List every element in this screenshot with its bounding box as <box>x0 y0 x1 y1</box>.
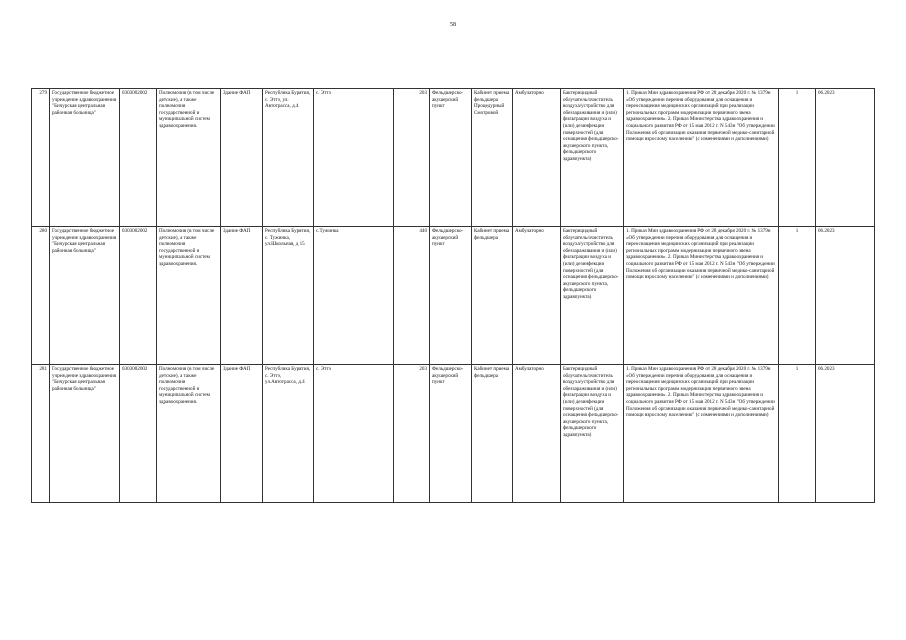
building-cell: Здание ФАП <box>221 227 263 365</box>
unit-type-cell: Фельдшерско-акушерский пункт <box>430 365 472 503</box>
room-cell: Кабинет приема фельдшера <box>472 365 513 503</box>
care-type-cell: Амбулаторно <box>513 89 561 227</box>
quantity-cell: 1 <box>779 365 816 503</box>
basis-cell: 1. Приказ Мин здравоохранения РФ от 28 декабря 2020 г. № 1379н «Об утверждении перечня оборудования для оснащения и переоснащения медицинских организаций при реализации региональных программ модернизации первичного звена здравоохранения». 2. Приказ Министерства здравоохранения и социального развития РФ от 15 мая 2012 г. N 543н "Об утверждении Положения об организации оказания первичной медико-санитарной помощи взрослому населению" (с изменениями и дополнениями) <box>624 365 779 503</box>
building-cell: Здание ФАП <box>221 365 263 503</box>
room-cell: Кабинет приема фельдшера <box>472 227 513 365</box>
equipment-cell: Бактерицидный облучатель/очиститель воздуха/устройство для обеззараживания и (или) фильтрации воздуха и (или) дезинфекции поверхностей (для оснащения фельдшерско-акушерского пункта, фельдшерского здравпункта) <box>561 227 624 365</box>
code-cell: 0303002002 <box>120 365 157 503</box>
equipment-cell: Бактерицидный облучатель/очиститель воздуха/устройство для обеззараживания и (или) фильтрации воздуха и (или) дезинфекции поверхностей (для оснащения фельдшерско-акушерского пункта, фельдшерского здравпункта) <box>561 365 624 503</box>
date-cell: 06.2023 <box>816 227 875 365</box>
basis-cell: 1. Приказ Мин здравоохранения РФ от 28 декабря 2020 г. № 1379н «Об утверждении перечня оборудования для оснащения и переоснащения медицинских организаций при реализации региональных программ модернизации первичного звена здравоохранения». 2. Приказ Министерства здравоохранения и социального развития РФ от 15 мая 2012 г. N 543н "Об утверждении Положения об организации оказания первичной медико-санитарной помощи взрослому населению" (с изменениями и дополнениями) <box>624 89 779 227</box>
institution-cell: Государственное бюджетное учреждение здравоохранения "Бичурская центральная районная больница" <box>50 227 120 365</box>
table-row <box>32 365 875 503</box>
quantity-cell: 1 <box>779 227 816 365</box>
settlement-cell: с. Эттэ <box>314 365 394 503</box>
row-index: 279 <box>32 89 50 227</box>
code-cell: 0303002002 <box>120 227 157 365</box>
row-index: 281 <box>32 365 50 503</box>
care-type-cell: Амбулаторно <box>513 365 561 503</box>
settlement-cell: с. Эттэ <box>314 89 394 227</box>
equipment-registry-table <box>31 88 875 503</box>
table-row <box>32 227 875 365</box>
population-cell: 203 <box>394 365 430 503</box>
equipment-cell: Бактерицидный облучатель/очиститель воздуха/устройство для обеззараживания и (или) фильтрации воздуха и (или) дезинфекции поверхностей (для оснащения фельдшерско-акушерского пункта, фельдшерского здравпункта) <box>561 89 624 227</box>
powers-cell: Полномочия (в том числе детские), а также полномочия государственной и муниципальной систем здравоохранения. <box>157 89 221 227</box>
basis-cell: 1. Приказ Мин здравоохранения РФ от 28 декабря 2020 г. № 1379н «Об утверждении перечня оборудования для оснащения и переоснащения медицинских организаций при реализации региональных программ модернизации первичного звена здравоохранения». 2. Приказ Министерства здравоохранения и социального развития РФ от 15 мая 2012 г. N 543н "Об утверждении Положения об организации оказания первичной медико-санитарной помощи взрослому населению" (с изменениями и дополнениями) <box>624 227 779 365</box>
powers-cell: Полномочия (в том числе детские), а также полномочия государственной и муниципальной систем здравоохранения. <box>157 365 221 503</box>
address-cell: Республика Бурятия, с. Эттэ, ул. Автотрасса, д.4 <box>263 89 314 227</box>
address-cell: Республика Бурятия, с. Тужинка, ул.Школьная, д 15 <box>263 227 314 365</box>
institution-cell: Государственное бюджетное учреждение здравоохранения "Бичурская центральная районная больница" <box>50 89 120 227</box>
institution-cell: Государственное бюджетное учреждение здравоохранения "Бичурская центральная районная больница" <box>50 365 120 503</box>
room-cell: Кабинет приема фельдшера Процедурный Смотровой <box>472 89 513 227</box>
quantity-cell: 1 <box>779 89 816 227</box>
date-cell: 06.2023 <box>816 89 875 227</box>
population-cell: 440 <box>394 227 430 365</box>
powers-cell: Полномочия (в том числе детские), а также полномочия государственной и муниципальной систем здравоохранения. <box>157 227 221 365</box>
population-cell: 203 <box>394 89 430 227</box>
settlement-cell: с.Тужинка <box>314 227 394 365</box>
address-cell: Республика Бурятия, с. Эттэ, ул.Автотрасса, д.4 <box>263 365 314 503</box>
code-cell: 0303002002 <box>120 89 157 227</box>
row-index: 280 <box>32 227 50 365</box>
unit-type-cell: Фельдшерско-акушерский пункт <box>430 89 472 227</box>
date-cell: 06.2023 <box>816 365 875 503</box>
table-row <box>32 89 875 227</box>
building-cell: Здание ФАП <box>221 89 263 227</box>
page-number: 58 <box>450 22 456 28</box>
unit-type-cell: Фельдшерско-акушерский пункт <box>430 227 472 365</box>
care-type-cell: Амбулаторно <box>513 227 561 365</box>
